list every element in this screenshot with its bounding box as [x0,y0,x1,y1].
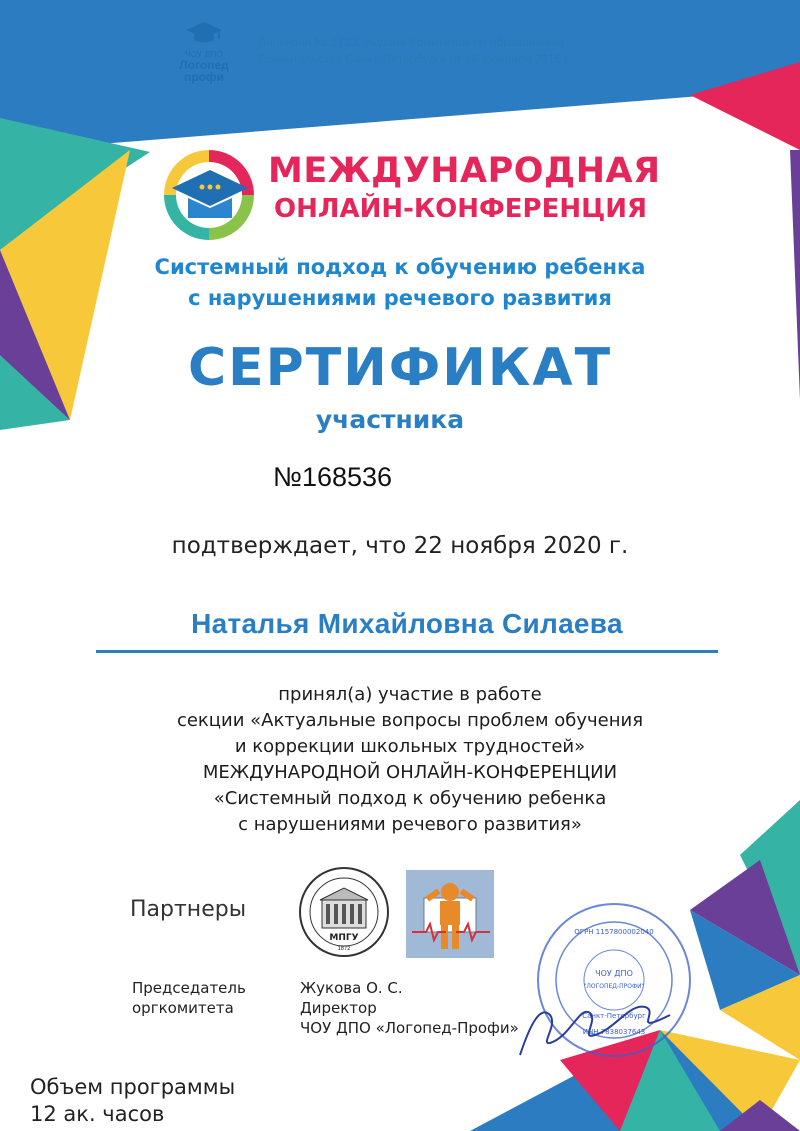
participation-line: МЕЖДУНАРОДНОЙ ОНЛАЙН-КОНФЕРЕНЦИИ [202,762,618,783]
program-volume-label: Объем программы [30,1075,236,1099]
director-role: Директор [300,999,377,1017]
program-volume-value: 12 ак. часов [30,1102,165,1126]
mpgu-abbr: МПГУ [329,933,359,943]
org-name-line2: профи [184,70,224,84]
license-line-1: Лицензия № 1723, выдана Комитетом по образованию [258,35,564,49]
director-signature [480,985,690,1065]
participation-line: секции «Актуальные вопросы проблем обучения [176,710,644,731]
director-name: Жукова О. С. [300,979,403,997]
conference-subtitle [100,252,700,314]
stamp-ogrn: ОГРН 1157800002040 [574,928,654,936]
chair-label-line1: Председатель [132,979,246,997]
name-underline [96,650,718,653]
conference-subtitle-line2: с нарушениями речевого развития [188,286,612,310]
org-name-line1: Логопед [179,58,229,72]
confirmation-text: подтверждает, что 22 ноября 2020 г. [171,533,629,559]
participation-line: «Системный подход к обучению ребенка [213,788,607,809]
license-text [258,34,698,68]
mpgu-year: 1872 [337,946,351,952]
stamp-inn: ИНН 7838037643 [582,1028,646,1036]
certificate-title: СЕРТИФИКАТ [187,338,613,398]
org-type: ЧОУ ДПО [185,50,223,59]
chair-label [132,978,246,1018]
certificate-subtitle: участника [315,405,465,434]
stamp-city: Санкт-Петербург [582,1012,646,1020]
org-logo [172,20,236,83]
participation-line: с нарушениями речевого развития» [238,814,582,835]
license-line-2: Правительства Санкт-Петербурга от 16 февраля 2016 г. [258,52,571,66]
mpgu-seal-logo [298,866,390,958]
partner-figure-logo [406,870,494,958]
conference-title [268,150,668,226]
stamp-center-line1: ЧОУ ДПО [595,969,633,978]
graduation-cap-icon [184,20,224,46]
conference-title-line2: ОНЛАЙН-КОНФЕРЕНЦИЯ [274,194,648,224]
conference-logo-icon [160,146,258,244]
conference-subtitle-line1: Системный подход к обучению ребенка [154,255,646,279]
chair-label-line2: оргкомитета [132,999,234,1017]
participation-text [100,682,720,838]
program-volume [30,1074,235,1128]
partners-label: Партнеры [130,897,247,922]
participation-line: и коррекции школьных трудностей» [234,736,586,757]
header-band [0,0,800,152]
stamp-center-line2: "ЛОГОПЕД-ПРОФИ" [583,983,645,990]
director-org: ЧОУ ДПО «Логопед-Профи» [300,1019,519,1037]
recipient-name: Наталья Михайловна Силаева [191,608,623,639]
triangle-right-purple [790,150,800,400]
certificate-number: №168536 [273,462,393,492]
conference-title-line1: МЕЖДУНАРОДНАЯ [268,151,661,191]
participation-line: принял(а) участие в работе [278,684,542,705]
